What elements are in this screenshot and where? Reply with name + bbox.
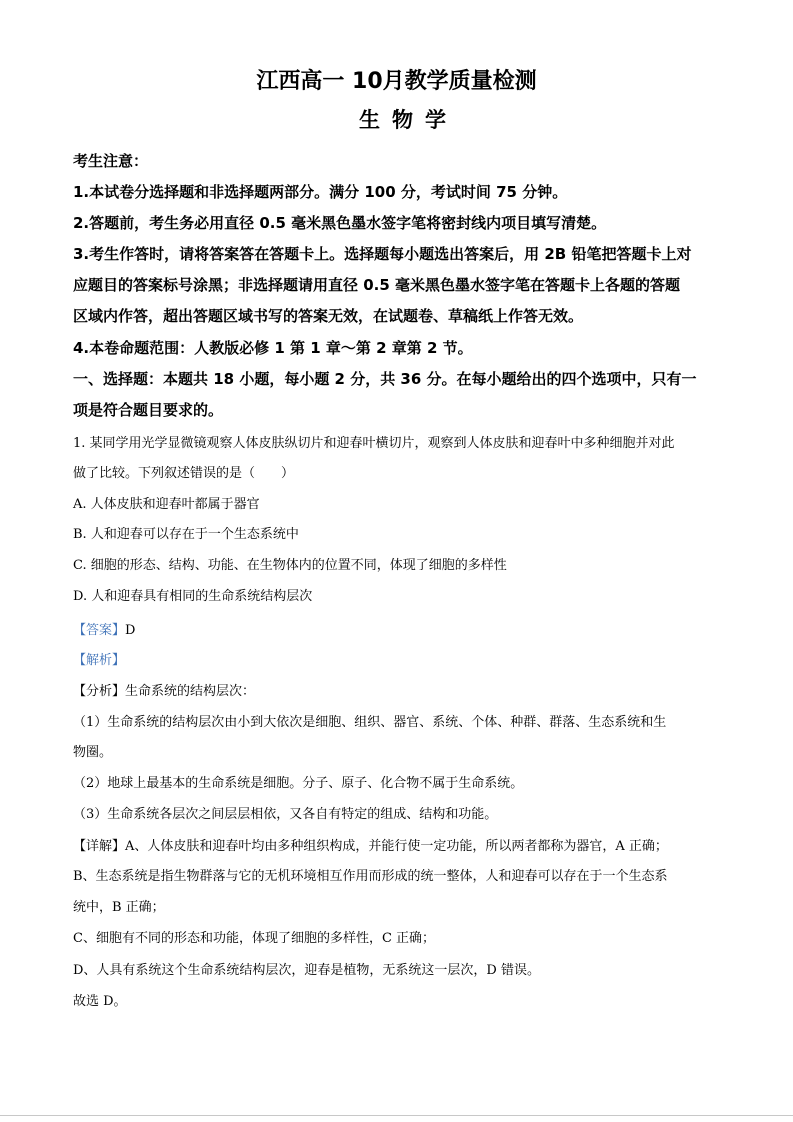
answer-line bbox=[73, 619, 135, 638]
option-c: C. 细胞的形态、结构、功能、在生物体内的位置不同，体现了细胞的多样性 bbox=[73, 558, 507, 573]
option-a: A. 人体皮肤和迎春叶都属于器官 bbox=[73, 497, 260, 512]
answer-label: 【答案】 bbox=[73, 623, 126, 638]
exam-title: 江西高一 10月教学质量检测 bbox=[256, 69, 537, 94]
section-heading: 一、选择题：本题共 18 小题，每小题 2 分，共 36 分。在每小题给出的四个选项中，只有一 bbox=[73, 370, 697, 388]
analysis-line: C、细胞有不同的形态和功能，体现了细胞的多样性，C 正确； bbox=[73, 931, 436, 946]
analysis-line: 统中，B 正确； bbox=[73, 900, 165, 915]
analysis-line: （3）生命系统各层次之间层层相依，又各自有特定的组成、结构和功能。 bbox=[73, 807, 498, 822]
analysis-line: 【详解】A、人体皮肤和迎春叶均由多种组织构成，并能行使一定功能，所以两者都称为器官，A 正确； bbox=[73, 839, 668, 854]
analysis-label: 【解析】 bbox=[73, 653, 126, 668]
analysis-line: 物圈。 bbox=[73, 745, 113, 760]
option-d: D. 人和迎春具有相同的生命系统结构层次 bbox=[73, 589, 313, 604]
notice-item: 1.本试卷分选择题和非选择题两部分。满分 100 分，考试时间 75 分钟。 bbox=[73, 183, 568, 201]
question-stem: 做了比较。下列叙述错误的是（ ） bbox=[73, 466, 295, 481]
notice-item: 2.答题前，考生务必用直径 0.5 毫米黑色墨水签字笔将密封线内项目填写清楚。 bbox=[73, 214, 607, 232]
analysis-line: 故选 D。 bbox=[73, 994, 127, 1009]
analysis-line: （1）生命系统的结构层次由小到大依次是细胞、组织、器官、系统、个体、种群、群落、生态系统和生 bbox=[73, 715, 667, 730]
page-bottom-divider bbox=[0, 1115, 793, 1116]
notice-item: 3.考生作答时，请将答案答在答题卡上。选择题每小题选出答案后，用 2B 铅笔把答题卡上对 bbox=[73, 245, 692, 263]
subject-title: 生物学 bbox=[359, 108, 458, 132]
notice-item: 4.本卷命题范围：人教版必修 1 第 1 章～第 2 章第 2 节。 bbox=[73, 339, 473, 357]
analysis-line: D、人具有系统这个生命系统结构层次，迎春是植物，无系统这一层次，D 错误。 bbox=[73, 963, 540, 978]
section-heading: 项是符合题目要求的。 bbox=[73, 401, 224, 419]
answer-value: D bbox=[125, 623, 136, 638]
notice-item: 应题目的答案标号涂黑；非选择题请用直径 0.5 毫米黑色墨水签字笔在答题卡上各题的答题 bbox=[73, 276, 681, 294]
analysis-line: 【分析】生命系统的结构层次： bbox=[73, 684, 256, 699]
analysis-line: （2）地球上最基本的生命系统是细胞。分子、原子、化合物不属于生命系统。 bbox=[73, 776, 524, 791]
option-b: B. 人和迎春可以存在于一个生态系统中 bbox=[73, 527, 299, 542]
question-stem: 1. 某同学用光学显微镜观察人体皮肤纵切片和迎春叶横切片，观察到人体皮肤和迎春叶中多种细胞并对此 bbox=[73, 436, 675, 451]
notice-heading: 考生注意： bbox=[73, 152, 149, 170]
analysis-line: B、生态系统是指生物群落与它的无机环境相互作用而形成的统一整体，人和迎春可以存在于一个生态系 bbox=[73, 869, 668, 884]
notice-item: 区域内作答，超出答题区域书写的答案无效，在试题卷、草稿纸上作答无效。 bbox=[73, 307, 584, 325]
